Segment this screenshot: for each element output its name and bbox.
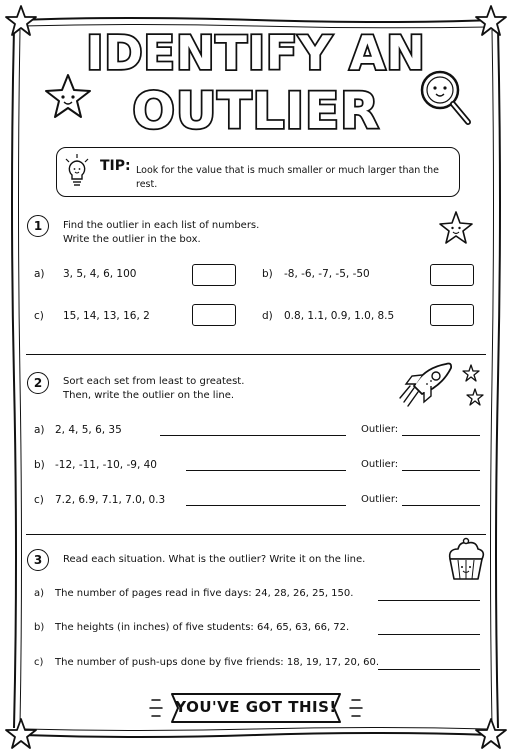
tip-label: TIP:	[100, 158, 131, 174]
outlier-answer-line[interactable]	[402, 470, 480, 471]
number-list: 0.8, 1.1, 0.9, 1.0, 8.5	[284, 310, 395, 322]
section-number-3: 3	[27, 549, 49, 571]
number-set: 2, 4, 5, 6, 35	[55, 424, 122, 436]
star-icon	[466, 388, 484, 406]
situation-text: The heights (in inches) of five students: 64, 65, 63, 66, 72.	[55, 622, 350, 633]
sort-answer-line[interactable]	[186, 470, 346, 471]
item-letter: a)	[34, 268, 45, 280]
number-list: 15, 14, 13, 16, 2	[63, 310, 150, 322]
answer-box[interactable]	[430, 264, 474, 286]
answer-line[interactable]	[378, 600, 480, 601]
item-letter: b)	[34, 459, 45, 471]
number-list: -8, -6, -7, -5, -50	[284, 268, 370, 280]
page-title: IDENTIFY AN	[86, 26, 426, 80]
section2-instruction-1: Sort each set from least to greatest.	[63, 376, 245, 387]
smiling-star-icon	[436, 210, 476, 248]
sort-answer-line[interactable]	[160, 435, 346, 436]
section-divider	[26, 534, 486, 535]
answer-box[interactable]	[192, 264, 236, 286]
item-letter: c)	[34, 657, 44, 668]
magnifying-glass-icon	[416, 66, 476, 134]
corner-star-icon	[4, 717, 38, 751]
section-divider	[26, 354, 486, 355]
star-icon	[462, 364, 480, 382]
number-set: 7.2, 6.9, 7.1, 7.0, 0.3	[55, 494, 166, 506]
outlier-label: Outlier:	[361, 424, 399, 435]
smiling-star-icon	[42, 72, 94, 124]
rocket-icon	[394, 358, 458, 412]
item-letter: b)	[34, 622, 45, 633]
item-letter: c)	[34, 494, 44, 506]
item-letter: d)	[262, 310, 273, 322]
section-number-1: 1	[27, 215, 49, 237]
section1-instruction-1: Find the outlier in each list of numbers.	[63, 220, 260, 231]
answer-line[interactable]	[378, 669, 480, 670]
number-set: -12, -11, -10, -9, 40	[55, 459, 157, 471]
answer-line[interactable]	[378, 634, 480, 635]
number-list: 3, 5, 4, 6, 100	[63, 268, 137, 280]
section3-instruction: Read each situation. What is the outlier? Write it on the line.	[63, 554, 366, 565]
situation-text: The number of pages read in five days: 24, 28, 26, 25, 150.	[55, 588, 354, 599]
situation-text: The number of push-ups done by five friends: 18, 19, 17, 20, 60.	[55, 657, 380, 668]
corner-star-icon	[474, 717, 508, 751]
tip-text: Look for the value that is much smaller or much larger than the rest.	[136, 165, 439, 190]
section1-instruction-2: Write the outlier in the box.	[63, 234, 201, 245]
item-letter: c)	[34, 310, 44, 322]
outlier-answer-line[interactable]	[402, 435, 480, 436]
footer-banner-text: YOU'VE GOT THIS!	[175, 698, 337, 716]
item-letter: b)	[262, 268, 273, 280]
item-letter: a)	[34, 424, 45, 436]
answer-box[interactable]	[430, 304, 474, 326]
outlier-label: Outlier:	[361, 494, 399, 505]
outlier-answer-line[interactable]	[402, 505, 480, 506]
sort-answer-line[interactable]	[186, 505, 346, 506]
cupcake-icon	[440, 535, 490, 585]
outlier-label: Outlier:	[361, 459, 399, 470]
item-letter: a)	[34, 588, 45, 599]
lightbulb-icon	[62, 153, 92, 189]
answer-box[interactable]	[192, 304, 236, 326]
section-number-2: 2	[27, 372, 49, 394]
section2-instruction-2: Then, write the outlier on the line.	[63, 390, 235, 401]
page-title-line2: OUTLIER	[132, 82, 380, 140]
